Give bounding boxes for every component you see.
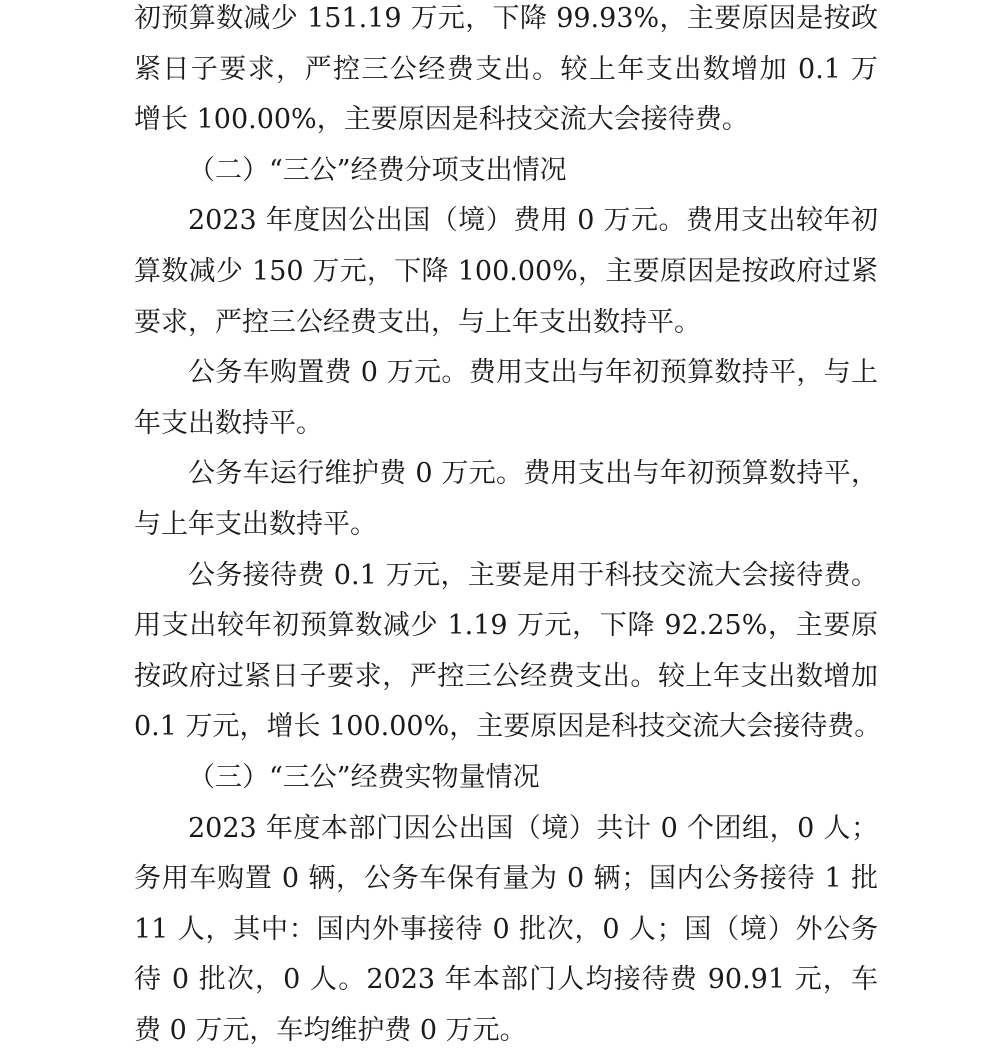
text-line: 用支出较年初预算数减少 1.19 万元，下降 92.25%，主要原 [134, 601, 878, 652]
section-heading: （二）“三公”经费分项支出情况 [134, 146, 878, 197]
text-line: 按政府过紧日子要求，严控三公经费支出。较上年支出数增加 [134, 652, 878, 703]
paragraph-reception [134, 551, 878, 753]
text-line: 0.1 万元，增长 100.00%，主要原因是科技交流大会接待费。 [134, 702, 878, 753]
text-line: 与上年支出数持平。 [134, 500, 878, 551]
text-line: 增长 100.00%，主要原因是科技交流大会接待费。 [134, 95, 878, 146]
section-heading: （三）“三公”经费实物量情况 [134, 753, 878, 804]
text-line: 紧日子要求，严控三公经费支出。较上年支出数增加 0.1 万 [134, 45, 878, 96]
document-page [134, 0, 878, 1056]
paragraph-continuation [134, 0, 878, 146]
paragraph-overseas-travel [134, 196, 878, 348]
paragraph-vehicle-maintenance [134, 449, 878, 550]
text-line: 待 0 批次，0 人。2023 年本部门人均接待费 90.91 元，车 [134, 955, 878, 1006]
section-heading-itemized [134, 146, 878, 197]
text-line: 2023 年度因公出国（境）费用 0 万元。费用支出较年初 [134, 196, 878, 247]
text-line: 2023 年度本部门因公出国（境）共计 0 个团组，0 人； [134, 804, 878, 855]
text-line: 算数减少 150 万元，下降 100.00%，主要原因是按政府过紧 [134, 247, 878, 298]
text-line: 公务接待费 0.1 万元，主要是用于科技交流大会接待费。 [134, 551, 878, 602]
text-line: 11 人，其中：国内外事接待 0 批次，0 人；国（境）外公务 [134, 905, 878, 956]
text-line: 务用车购置 0 辆，公务车保有量为 0 辆；国内公务接待 1 批 [134, 854, 878, 905]
text-line: 年支出数持平。 [134, 399, 878, 450]
text-line: 公务车运行维护费 0 万元。费用支出与年初预算数持平， [134, 449, 878, 500]
text-line: 初预算数减少 151.19 万元，下降 99.93%，主要原因是按政 [134, 0, 878, 45]
paragraph-physical-quantity [134, 804, 878, 1056]
text-line: 要求，严控三公经费支出，与上年支出数持平。 [134, 298, 878, 349]
paragraph-vehicle-purchase [134, 348, 878, 449]
section-heading-physical [134, 753, 878, 804]
text-line: 公务车购置费 0 万元。费用支出与年初预算数持平，与上 [134, 348, 878, 399]
text-line: 费 0 万元，车均维护费 0 万元。 [134, 1006, 878, 1056]
